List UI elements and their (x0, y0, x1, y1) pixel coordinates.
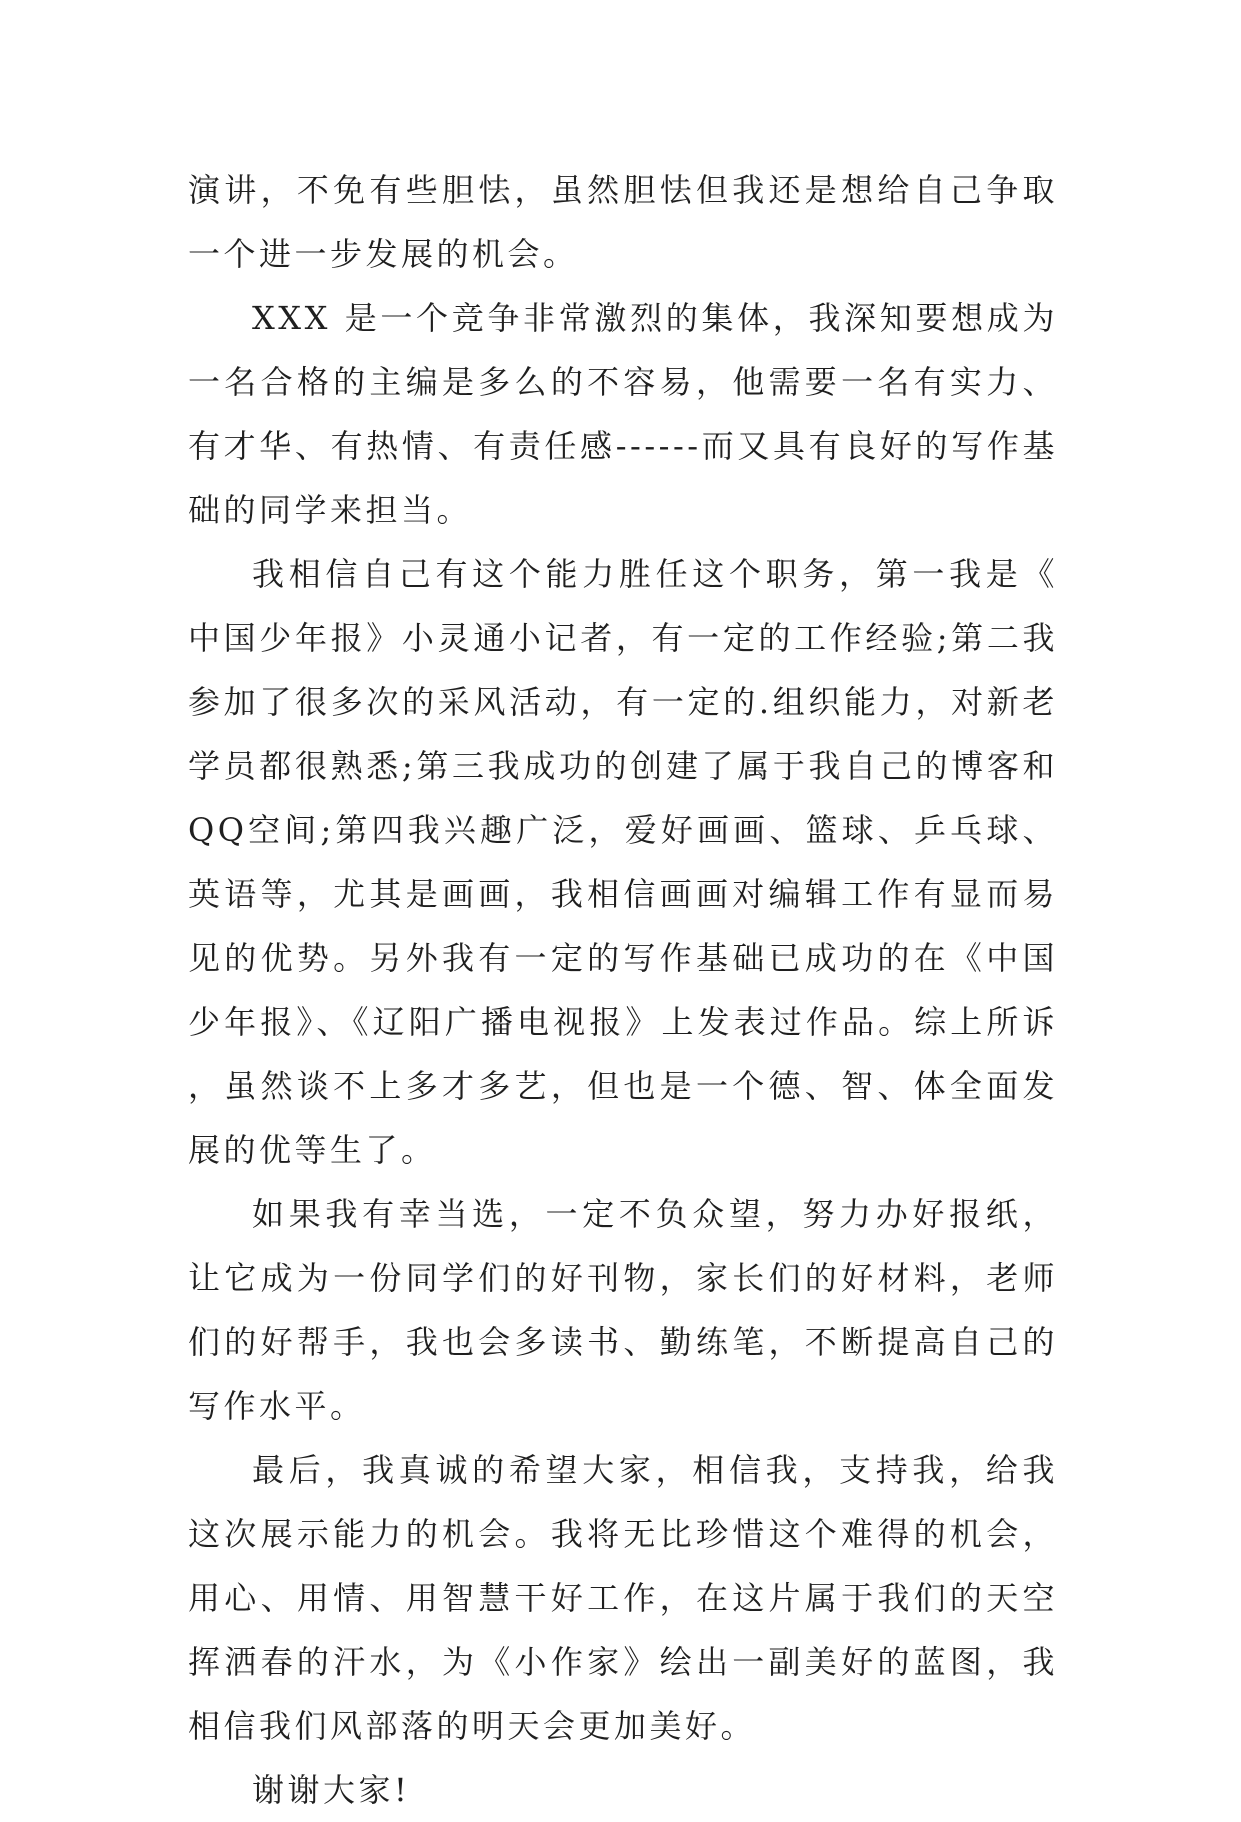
paragraph-2: XXX 是一个竞争非常激烈的集体，我深知要想成为一名合格的主编是多么的不容易，他需要一名有实力、有才华、有热情、有责任感------而又具有良好的写作基础的同学来担当。 (188, 299, 1058, 529)
paragraph-3: 我相信自己有这个能力胜任这个职务，第一我是《中国少年报》小灵通小记者，有一定的工作经验;第二我参加了很多次的采风活动，有一定的.组织能力，对新老学员都很熟悉;第三我成功的创建了属于我自己的博客和QQ空间;第四我兴趣广泛，爱好画画、篮球、乒乓球、英语等，尤其是画画，我相信画画对编辑工作有显而易见的优势。另外我有一定的写作基础已成功的在《中国少年报》、《辽阳广播电视报》上发表过作品。综上所诉，虽然谈不上多才多艺，但也是一个德、智、体全面发展的优等生了。 (188, 555, 1058, 1169)
paragraph-5: 最后，我真诚的希望大家，相信我，支持我，给我这次展示能力的机会。我将无比珍惜这个难得的机会，用心、用情、用智慧干好工作，在这片属于我们的天空挥洒春的汗水，为《小作家》绘出一副美好的蓝图，我相信我们风部落的明天会更加美好。 (188, 1451, 1058, 1745)
paragraph-4: 如果我有幸当选，一定不负众望，努力办好报纸，让它成为一份同学们的好刊物，家长们的好材料，老师们的好帮手，我也会多读书、勤练笔，不断提高自己的写作水平。 (188, 1195, 1058, 1425)
document-body (188, 158, 1058, 1822)
paragraph-closing: 谢谢大家! (252, 1771, 411, 1809)
paragraph-1: 演讲，不免有些胆怯，虽然胆怯但我还是想给自己争取一个进一步发展的机会。 (188, 171, 1058, 273)
